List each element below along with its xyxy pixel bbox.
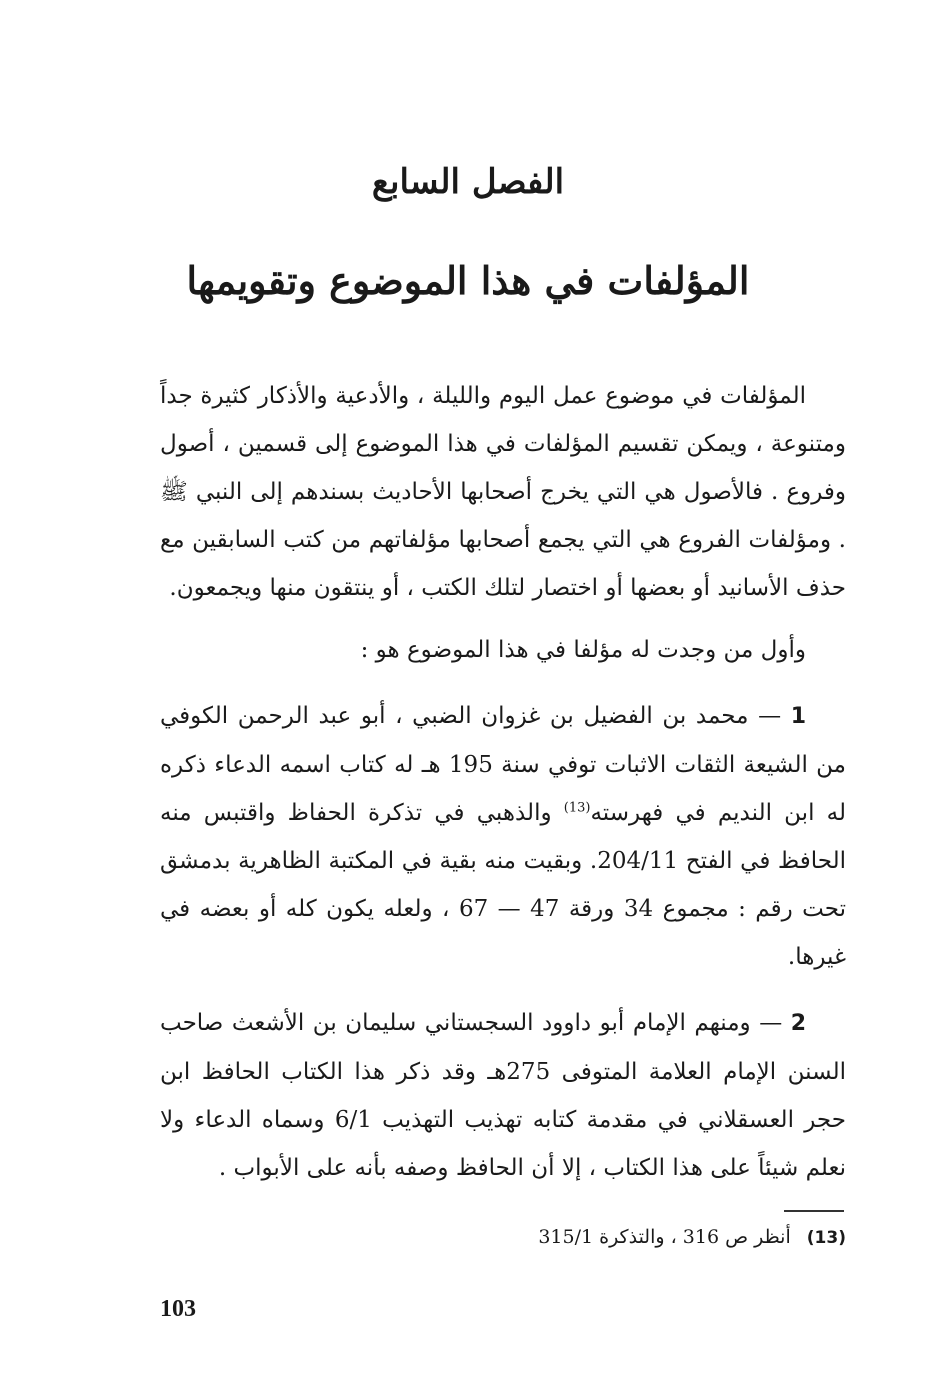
main-text (160, 372, 846, 1192)
footnote-divider (784, 1210, 844, 1212)
footnote-number: (13) (806, 1228, 846, 1248)
list-item-1 (160, 692, 846, 981)
intro-paragraph: المؤلفات في موضوع عمل اليوم والليلة ، والأدعية والأذكار كثيرة جداً ومتنوعة ، ويمكن تقسيم المؤلفات في هذا الموضوع إلى قسمين ، أصول وفروع . فالأصول هي التي يخرج أصحابها الأحاديث بسندهم إلى النبي ﷺ . ومؤلفات الفروع هي التي يجمع أصحابها مؤلفاتهم من كتب السابقين مع حذف الأسانيد أو بعضها أو اختصار لتلك الكتب ، أو ينتقون منها ويجمعون. (160, 383, 846, 601)
lead-paragraph: وأول من وجدت له مؤلفا في هذا الموضوع هو : (360, 637, 806, 663)
list-item-2 (160, 999, 846, 1192)
footnote (160, 1222, 846, 1253)
item-number: 1 (790, 704, 807, 729)
page-number: 103 (160, 1296, 196, 1322)
item-number: 2 (790, 1011, 807, 1036)
footnote-reference: (13) (563, 800, 591, 816)
chapter-title: الفصل السابع (371, 162, 565, 202)
footnote-text: أنظر ص 316 ، والتذكرة 315/1 (538, 1226, 791, 1248)
item-dash: — (758, 703, 782, 729)
item-text: محمد بن الفضيل بن غزوان الضبي ، أبو عبد الرحمن الكوفي من الشيعة الثقات الاثبات توفي سنة 195 هـ له كتاب اسمه الدعاء ذكره له ابن النديم في فهرسته (160, 703, 846, 826)
section-title: المؤلفات في هذا الموضوع وتقويمها (186, 258, 750, 303)
item-dash: — (759, 1010, 783, 1036)
item-text-continued: والذهبي في تذكرة الحفاظ واقتبس منه الحافظ في الفتح 204/11. وبقيت منه بقية في المكتبة الظاهرية بدمشق تحت رقم : مجموع 34 ورقة 47 — 67 ، ولعله يكون كله أو بعضه في غيرها. (160, 800, 846, 970)
item-text: ومنهم الإمام أبو داوود السجستاني سليمان بن الأشعث صاحب السنن الإمام العلامة المتوفى 275هـ وقد ذكر هذا الكتاب الحافظ ابن حجر العسقلاني في مقدمة كتابه تهذيب التهذيب 6/1 وسماه الدعاء ولا نعلم شيئاً على هذا الكتاب ، إلا أن الحافظ وصفه بأنه على الأبواب . (160, 1010, 846, 1181)
